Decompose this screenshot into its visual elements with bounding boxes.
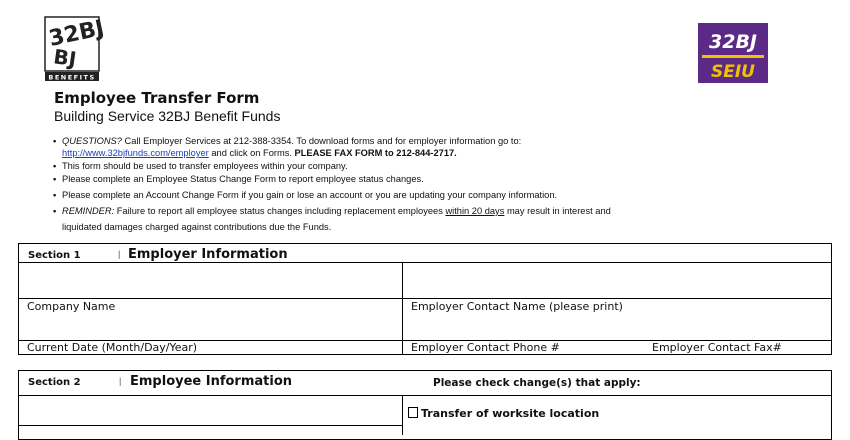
transfer-option-label: Transfer of worksite location [421,407,600,420]
questions-label: QUESTIONS? [62,136,122,146]
32bj-seiu-logo [698,23,768,83]
svg-text:BJ: BJ [52,44,78,72]
current-date-input[interactable] [20,314,400,339]
company-name-input[interactable] [20,264,400,297]
section2-title: Employee Information [130,374,293,389]
status-change-text: Please complete an Employee Status Change Form to report employee status changes. [62,174,424,184]
form-title: Employee Transfer Form [54,89,260,107]
transfer-checkbox[interactable] [408,407,418,418]
questions-text: Call Employer Services at 212-388-3354. To download forms and for employer information go to: [121,136,522,146]
bullet-questions-line2 [62,148,457,159]
contact-name-input[interactable] [404,264,830,297]
contact-phone-label: Employer Contact Phone # [411,341,560,354]
bullet-reminder-line2 [62,222,331,233]
reminder-label: REMINDER: [62,206,115,216]
bullet-questions: • QUESTIONS? Call Employer Services at 212-388-3354. To download forms and for employer information go to: [53,136,522,146]
svg-text:SEIU: SEIU [711,62,755,82]
employer-link[interactable]: http://www.32bjfunds.com/employer [62,148,209,158]
contact-name-label: Employer Contact Name (please print) [411,300,623,313]
bullet-status-change: • Please complete an Employee Status Change Form to report employee status changes. [53,174,424,184]
forms-text: and click on Forms. [208,148,295,158]
svg-text:32BJ: 32BJ [46,15,107,52]
bullet-account-change: • Please complete an Account Change Form if you gain or lose an account or you are updating your company information. [53,190,558,200]
form-subtitle: Building Service 32BJ Benefit Funds [54,108,281,124]
transfer-use-text: This form should be used to transfer employees within your company. [62,161,348,171]
bullet-transfer-use: • This form should be used to transfer employees within your company. [53,161,348,171]
section2-separator: | [119,376,122,386]
section2-column-divider [402,395,403,435]
account-change-text: Please complete an Account Change Form if you gain or lose an account or you are updating your company information. [62,190,558,200]
section1-title: Employer Information [128,247,288,262]
company-name-label: Company Name [27,300,116,313]
svg-text:BENEFITS: BENEFITS [48,73,96,82]
section1-row-divider-1 [18,298,832,299]
reminder-deadline: within 20 days [445,206,505,216]
32bj-benefits-logo [44,15,107,82]
section1-label: Section 1 [28,250,81,261]
section2-label: Section 2 [28,377,81,388]
contact-phone-fax-input[interactable] [404,314,830,339]
reminder-line2-text: liquidated damages charged against contributions due the Funds. [62,222,332,232]
section1-header-divider [18,262,832,263]
section2-header-divider [18,395,832,396]
section1-separator: | [118,249,121,259]
current-date-label: Current Date (Month/Day/Year) [27,341,198,354]
contact-fax-label: Employer Contact Fax# [652,341,782,354]
check-changes-prompt: Please check change(s) that apply: [433,377,641,389]
svg-text:32BJ: 32BJ [709,31,757,53]
fax-instruction: PLEASE FAX FORM to 212-844-2717. [294,148,457,158]
reminder-text: Failure to report all employee status changes including replacement employees [114,206,446,216]
transfer-worksite-option[interactable] [408,407,599,420]
bullet-reminder: • REMINDER: Failure to report all employee status changes including replacement employees within 20 days may result in interest and [53,206,611,216]
section2-row-divider [18,425,402,426]
reminder-text2: may result in interest and [504,206,611,216]
